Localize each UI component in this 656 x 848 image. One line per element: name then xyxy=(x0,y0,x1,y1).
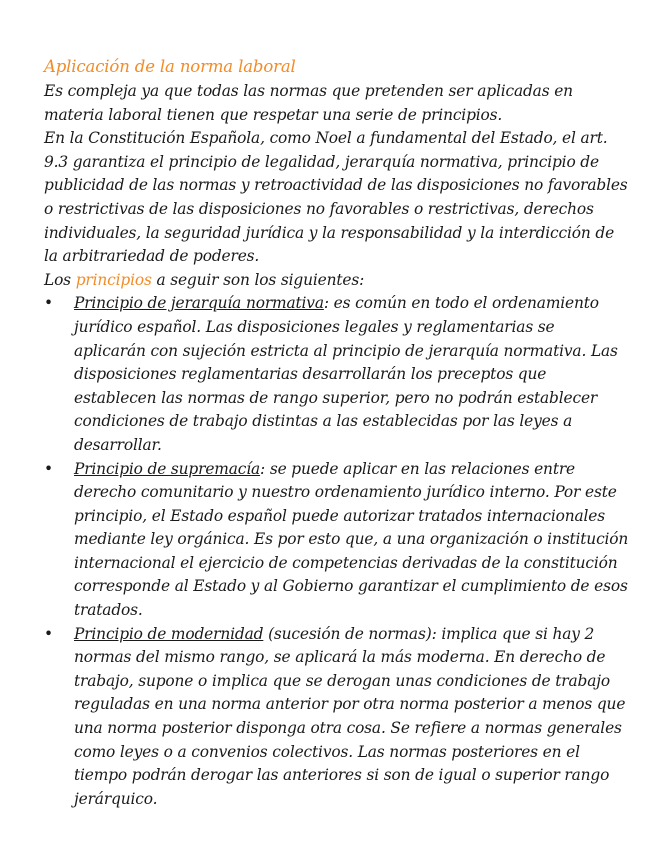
list-item xyxy=(44,458,630,623)
bullet-icon: • xyxy=(44,624,53,643)
page-title: Aplicación de la norma laboral xyxy=(44,57,296,76)
constitution-paragraph: En la Constitución Española, como Noel a fundamental del Estado, el art. 9.3 garantiza el principio de legalidad, jerarquía normativa, principio de publicidad de las normas y retroactividad de las disposiciones no favorables o restrictivas de las disposiciones no favorables o restrictivas, derechos individuales, la seguridad jurídica y la responsabilidad y la interdicción de la arbitrariedad de poderes. xyxy=(44,129,628,266)
bullet-icon: • xyxy=(44,459,53,478)
principle-text: : se puede aplicar en las relaciones entre derecho comunitario y nuestro ordenamiento jurídico interno. Por este principio, el Estado español puede autorizar tratados internacionales mediante ley orgánica. Es por esto que, a una organización o institución internacional el ejercicio de competencias derivadas de la constitución corresponde al Estado y al Gobierno garantizar el cumplimiento de esos tratados. xyxy=(74,459,629,620)
principle-term: Principio de supremacía xyxy=(74,459,261,478)
principles-prefix: Los xyxy=(44,270,76,289)
document-page xyxy=(44,55,630,811)
bullet-icon: • xyxy=(44,294,53,313)
intro-paragraph: Es compleja ya que todas las normas que pretenden ser aplicadas en materia laboral tienen que respetar una serie de principios. xyxy=(44,82,573,124)
principles-suffix: a seguir son los siguientes: xyxy=(151,270,365,289)
principle-term: Principio de modernidad xyxy=(74,624,264,643)
principles-highlight: principios xyxy=(75,270,152,289)
principle-text: : es común en todo el ordenamiento jurídico español. Las disposiciones legales y reglamentarias se aplicarán con sujeción estricta al principio de jerarquía normativa. Las disposiciones reglamentarias desarrollarán los preceptos que establecen las normas de rango superior, pero no podrán establecer condiciones de trabajo distintas a las establecidas por las leyes a desarrollar. xyxy=(74,294,618,454)
list-item xyxy=(44,623,630,812)
principle-text: (sucesión de normas): implica que si hay 2 normas del mismo rango, se aplicará la más moderna. En derecho de trabajo, supone o implica que se derogan unas condiciones de trabajo reguladas en una norma anterior por otra norma posterior a menos que una norma posterior disponga otra cosa. Se refiere a normas generales como leyes o a convenios colectivos. Las normas posteriores en el tiempo podrán derogar las anteriores si son de igual o superior rango jerárquico. xyxy=(74,624,626,808)
principles-list xyxy=(44,292,630,811)
list-item xyxy=(44,292,630,457)
principle-term: Principio de jerarquía normativa xyxy=(74,294,324,313)
principles-intro xyxy=(44,269,630,293)
